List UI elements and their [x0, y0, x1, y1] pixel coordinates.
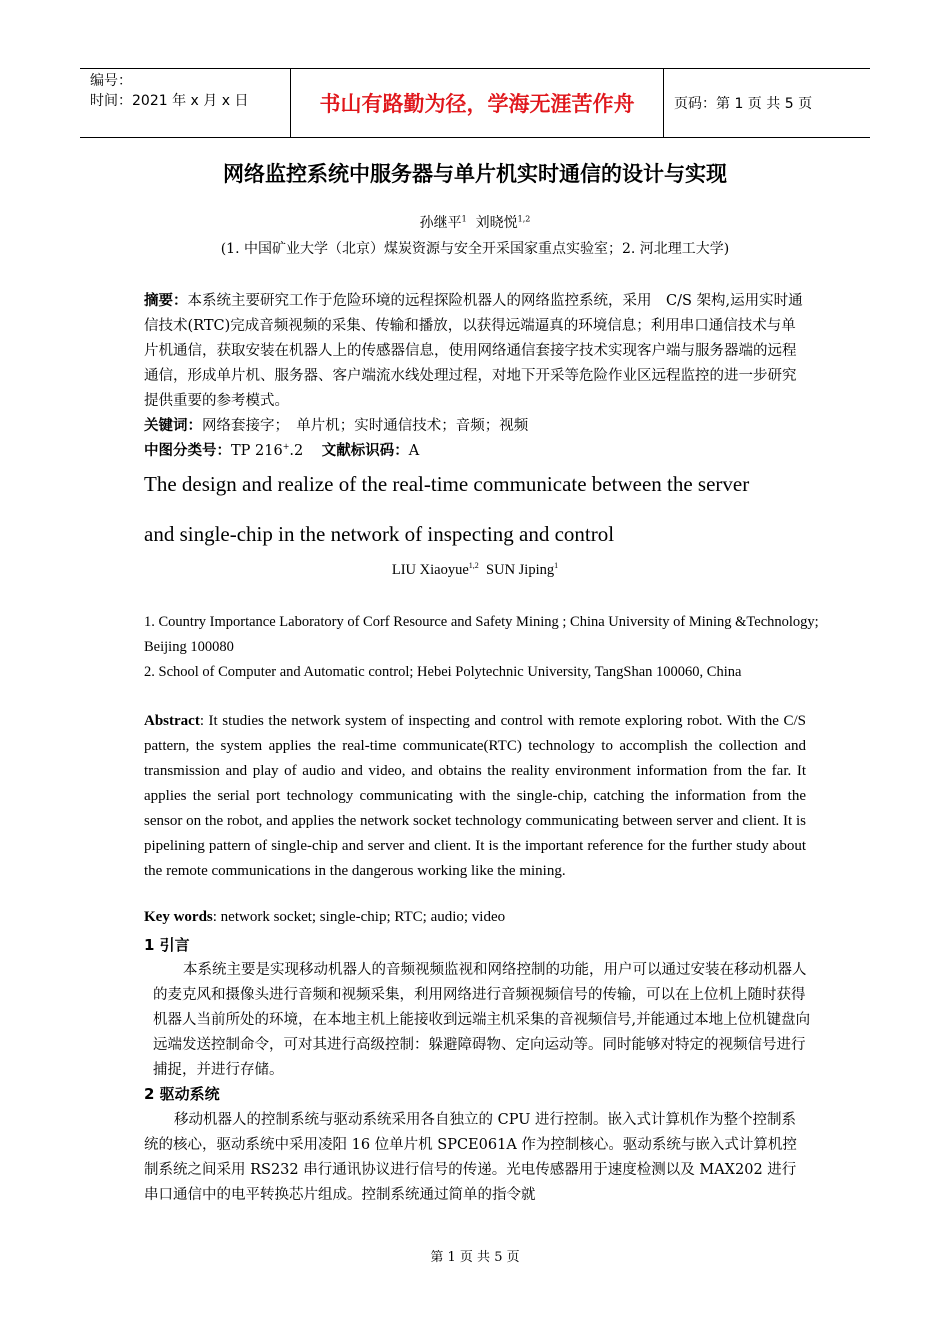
section-2-title: 2 驱动系统 — [144, 1085, 220, 1103]
affiliation-cn: (1. 中国矿业大学（北京）煤炭资源与安全开采国家重点实验室；2. 河北理工大学) — [220, 241, 730, 257]
keywords-en-label: Key words — [144, 909, 213, 925]
clc-sup: + — [282, 442, 290, 452]
title-en-line1: The design and realize of the real-time communicate between the server — [144, 472, 750, 496]
clc-label: 中图分类号： — [144, 443, 231, 459]
keywords-cn-label: 关键词： — [144, 418, 202, 434]
classification-cn — [144, 439, 806, 464]
keywords-cn-text: 网络套接字； 单片机；实时通信技术；音频；视频 — [202, 418, 529, 434]
authors-cn — [0, 212, 950, 232]
keywords-cn — [144, 414, 806, 439]
keywords-en-text: : network socket; single-chip; RTC; audio; video — [212, 909, 506, 925]
title-en-line2: and single-chip in the network of inspecting and control — [144, 522, 615, 546]
abstract-en-text: : It studies the network system of inspecting and control with remote exploring robot. With the C/S pattern, the system applies the real-time communicate(RTC) technology to accomplish the collection and transmission and play of audio and video, and obtains the reality environment information from the far. It applies the serial port technology communicating with the single-chip, catching the information from the sensor on the robot, and applies the network socket technology communicating between server and client. It is pipelining pattern of single-chip and server and client. It is the important reference for the further study about the remote communications in the dangerous working like the mining. — [144, 713, 806, 879]
author-1-sup: 1 — [461, 214, 467, 224]
section-1-title: 1 引言 — [144, 936, 190, 954]
clc-value: TP 216 — [231, 443, 283, 459]
header-motto: 书山有路勤为径，学海无涯苦作舟 — [291, 69, 664, 137]
section-1-body: 本系统主要是实现移动机器人的音频视频监视和网络控制的功能，用户可以通过安装在移动机器人的麦克风和摄像头进行音频和视频采集，利用网络进行音频视频信号的传输，可以在上位机上随时获得机器人当前所处的环境，在本地主机上能接收到远端主机采集的音视频信号,并能通过本地上位机键盘向远端发送控制命令，可对其进行高级控制：躲避障碍物、定向运动等。同时能够对特定的视频信号进行捕捉，并进行存储。 — [153, 962, 811, 1078]
author-2: 刘晓悦 — [475, 215, 518, 231]
doc-time-label: 时间：2021 年 x 月 x 日 — [90, 93, 249, 109]
section-2-body: 移动机器人的控制系统与驱动系统采用各自独立的 CPU 进行控制。嵌入式计算机作为整个控制系统的核心，驱动系统中采用凌阳 16 位单片机 SPCE061A 作为控制核心。驱动系统与嵌入式计算机控制系统之间采用 RS232 串行通讯协议进行信号的传递。光电传感器用于速度检测以及 MAX202 进行串口通信中的电平转换芯片组成。控制系统通过简单的指令就 — [144, 1112, 797, 1203]
author-2-sup: 1,2 — [517, 214, 531, 224]
affiliation-en-1: 1. Country Importance Laboratory of Corf Resource and Safety Mining ; China University of Mining &Technology; Beijing 100080 — [144, 614, 819, 655]
abstract-cn-text: 本系统主要研究工作于危险环境的远程探险机器人的网络监控系统，采用 C/S 架构,运用实时通信技术(RTC)完成音频视频的采集、传输和播放，以获得远端逼真的环境信息；利用串口通信技术与单片机通信，获取安装在机器人上的传感器信息，使用网络通信套接字技术实现客户端与服务器端的远程通信，形成单片机、服务器、客户端流水线处理过程，对地下开采等危险作业区远程监控的进一步研究提供重要的参考模式。 — [144, 293, 803, 409]
abstract-cn — [144, 289, 806, 414]
doc-code: A — [408, 443, 420, 459]
affiliation-en-2: 2. School of Computer and Automatic control; Hebei Polytechnic University, TangShan 100060, China — [144, 664, 742, 680]
author-en-2: SUN Jiping — [486, 562, 555, 578]
abstract-cn-label: 摘要： — [144, 293, 188, 309]
author-en-1: LIU Xiaoyue — [391, 562, 469, 578]
paper-title: 网络监控系统中服务器与单片机实时通信的设计与实现 — [223, 162, 727, 186]
page-header — [80, 68, 870, 138]
author-en-1-sup: 1,2 — [468, 561, 479, 571]
header-page-info: 页码：第 1 页 共 5 页 — [674, 96, 813, 112]
page-footer: 第 1 页 共 5 页 — [430, 1250, 520, 1265]
author-en-2-sup: 1 — [554, 561, 559, 571]
clc-suffix: .2 — [289, 443, 304, 459]
authors-en — [0, 562, 950, 579]
doc-code-label: 文献标识码： — [321, 443, 409, 459]
doc-number-label: 编号： — [90, 73, 132, 89]
keywords-en — [144, 909, 806, 926]
abstract-en-label: Abstract — [144, 713, 200, 729]
author-1: 孙继平 — [419, 215, 462, 231]
header-meta — [80, 69, 291, 137]
abstract-en — [144, 709, 806, 884]
